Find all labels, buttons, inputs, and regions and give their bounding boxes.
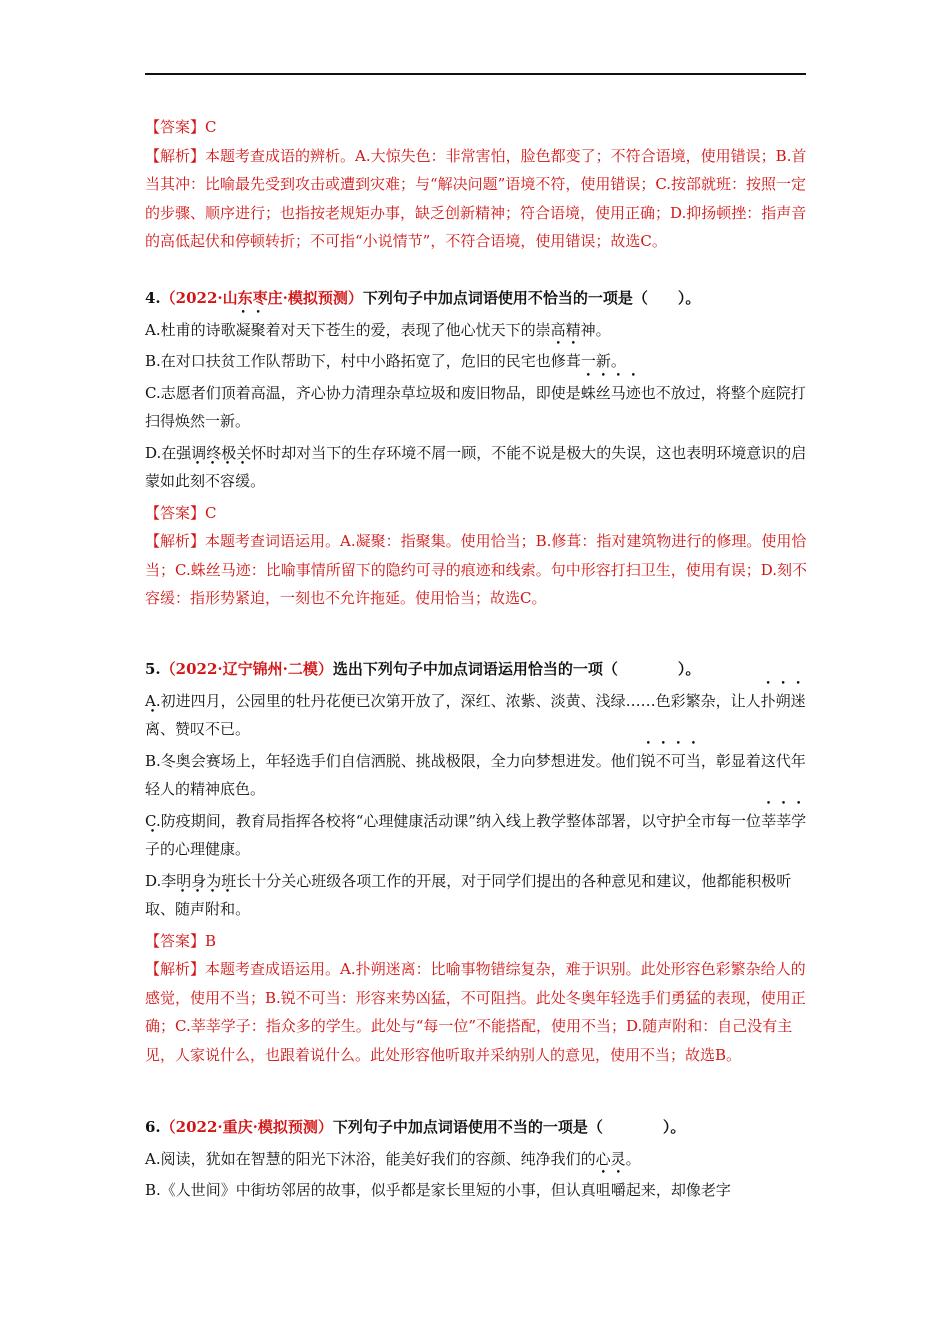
emphasis-char: 刻	[190, 472, 206, 490]
emphasis-char: 缓	[235, 472, 251, 490]
q6-stem-text: 下列句子中加点词语使用不当的一项是（ ）。	[332, 1118, 686, 1136]
q5-number: 5.	[145, 660, 161, 678]
q5-option-b	[145, 747, 810, 804]
q5-d-text: D.李明身为班长十分关心班级各项工作的开展，对于同学们提出的各种意见和建议，他都能积极听取、	[145, 871, 792, 918]
emphasis-char: 和	[220, 900, 236, 918]
q4-b-post: 一新。	[580, 352, 626, 370]
emphasis-char: 聚	[250, 320, 266, 339]
emphasis-char: 声	[190, 900, 206, 918]
q5-c-text: C.防疫期间，教育局指挥各校将“心理健康活动课”纳入线上教学整体部署，以守护全市每一位	[145, 811, 762, 830]
emphasis-char: 丝	[595, 383, 611, 402]
q4-d-post: 。	[250, 472, 266, 490]
q5-stem	[145, 655, 810, 684]
q6-source: （2022·重庆·模拟预测）	[160, 1118, 333, 1136]
q4-source: （2022·山东枣庄·模拟预测）	[160, 289, 363, 307]
q4-b-text: B.在对口扶贫工作队帮助下，村中小路拓宽了，危旧的民宅也	[145, 352, 551, 370]
q6-a-text: A.阅读，犹如在智慧的阳光下沐浴，能美好我们的容颜、纯净我们的心灵。	[145, 1149, 641, 1168]
q5-option-c	[145, 807, 810, 864]
q4-option-c	[145, 379, 810, 436]
emphasis-char: 葺	[565, 352, 581, 370]
question-6	[145, 1113, 810, 1205]
q6-option-a	[145, 1145, 810, 1174]
emphasis-char: 咀	[595, 1181, 611, 1199]
q4-option-d	[145, 439, 810, 496]
question-5	[145, 655, 810, 1069]
emphasis-char: 可	[670, 751, 686, 770]
emphasis-char: 朔	[775, 691, 791, 710]
q4-d-text: D.在强调终极关怀时却对当下的生存环境不屑一顾，不能不说是极大的失误，这也表明环境意识的启蒙如此	[145, 443, 807, 490]
q4-b-dotted	[551, 352, 581, 370]
q5-b-text: B.冬奥会赛场上，年轻选手们自信洒脱、挑战极限，全力向梦想进发。他们	[145, 751, 641, 770]
q6-b-dotted	[596, 1181, 626, 1199]
emphasis-char: 蛛	[580, 383, 596, 402]
emphasis-char: 随	[175, 900, 191, 918]
q3-answer: 【答案】C	[145, 118, 217, 136]
q4-option-a	[145, 316, 810, 345]
q5-d-post: 。	[235, 900, 251, 918]
q5-a-post: 、赞叹不已。	[160, 720, 251, 738]
emphasis-char: 嚼	[610, 1181, 626, 1199]
q6-number: 6.	[145, 1118, 161, 1136]
q5-option-a	[145, 687, 810, 744]
question-4	[145, 284, 810, 613]
emphasis-char: 离	[145, 720, 161, 738]
q4-a-post: 着对天下苍生的爱，表现了他心忧天下的崇高精神。	[265, 320, 611, 339]
q6-b-post: 起来，却像老字	[625, 1181, 731, 1199]
emphasis-char: 迷	[790, 691, 806, 710]
q5-a-text: A.初进四月，公园里的牡丹花便已次第开放了，深红、浓紫、淡黄、浅绿……色彩繁杂，让人	[145, 691, 761, 710]
emphasis-char: 子	[145, 840, 161, 858]
emphasis-char: 不	[655, 751, 671, 770]
q4-d-dotted	[190, 472, 250, 490]
q4-c-dotted	[581, 384, 641, 402]
q3-analysis: 【解析】本题考查成语的辨析。A.大惊失色：非常害怕，脸色都变了；不符合语境，使用错误；B.首当其冲：比喻最先受到攻击或遭到灾难；与“解决问题”语境不符，使用错误；C.按部就班：按照一定的步骤、顺序进行；也指按老规矩办事，缺乏创新精神；符合语境，使用正确；D.抑扬顿挫：指声音的高低起伏和停顿转折；不可指“小说情节”，不符合语境，使用错误；故选C。	[145, 146, 807, 250]
emphasis-char: 锐	[640, 751, 656, 770]
q4-stem-text: 下列句子中加点词语使用不恰当的一项是（ ）。	[362, 289, 701, 307]
q4-answer: 【答案】C	[145, 503, 217, 522]
emphasis-char: 修	[550, 352, 566, 370]
q4-c-post: 也不放过，将整个庭院打扫得焕然一新。	[145, 383, 806, 430]
emphasis-char: 凝	[235, 320, 251, 339]
q4-number: 4.	[145, 289, 161, 307]
emphasis-char: 莘	[776, 811, 792, 830]
q5-d-dotted	[175, 900, 235, 918]
q4-a-text: A.杜甫的诗歌	[145, 320, 236, 339]
q5-analysis: 【解析】本题考查成语运用。A.扑朔迷离：比喻事物错综复杂，难于识别。此处形容色彩繁杂给人的感觉，使用不当；B.锐不可当：形容来势凶猛，不可阻挡。此处冬奥年轻选手们勇猛的表现，使用正确；C.莘莘学子：指众多的学生。此处与“每一位”不能搭配，使用不当；D.随声附和：自己没有主见，人家说什么，也跟着说什么。此处形容他听取并采纳别人的意见，使用不当；故选B。	[145, 960, 806, 1064]
q4-option-b	[145, 347, 810, 376]
emphasis-char: 扑	[760, 691, 776, 710]
q5-stem-text: 选出下列句子中加点词语运用恰当的一项（ ）。	[332, 660, 701, 678]
q5-source: （2022·辽宁锦州·二模）	[160, 660, 333, 678]
q5-option-d	[145, 867, 810, 924]
q3-answer-analysis	[145, 113, 810, 256]
q5-b-post: ，彰显着这代年轻人的精神底色。	[145, 751, 806, 798]
emphasis-char: 容	[220, 472, 236, 490]
q5-c-post: 的心理健康。	[160, 840, 251, 858]
header-rule	[145, 73, 806, 75]
q5-b-dotted	[641, 752, 701, 770]
q6-b-text: B.《人世间》中街坊邻居的故事，似乎都是家长里短的小事，但认真	[145, 1181, 596, 1199]
q6-stem	[145, 1113, 810, 1142]
emphasis-char: 附	[205, 900, 221, 918]
q6-option-b	[145, 1176, 810, 1205]
q4-a-dotted	[236, 321, 266, 339]
emphasis-char: 当	[685, 751, 701, 770]
q4-analysis: 【解析】本题考查词语运用。A.凝聚：指聚集。使用恰当；B.修葺：指对建筑物进行的修理。使用恰当；C.蛛丝马迹：比喻事情所留下的隐约可寻的痕迹和线索。句中形容打扫卫生，使用有误；D.刻不容缓：指形势紧迫，一刻也不允许拖延。使用恰当；故选C。	[145, 532, 807, 607]
q4-c-text: C.志愿者们顶着高温，齐心协力清理杂草垃圾和废旧物品，即使是	[145, 383, 581, 402]
emphasis-char: 不	[205, 472, 221, 490]
emphasis-char: 莘	[761, 811, 777, 830]
emphasis-char: 迹	[625, 383, 641, 402]
emphasis-char: 马	[610, 383, 626, 402]
q5-answer: 【答案】B	[145, 931, 217, 950]
emphasis-char: 学	[791, 811, 807, 830]
